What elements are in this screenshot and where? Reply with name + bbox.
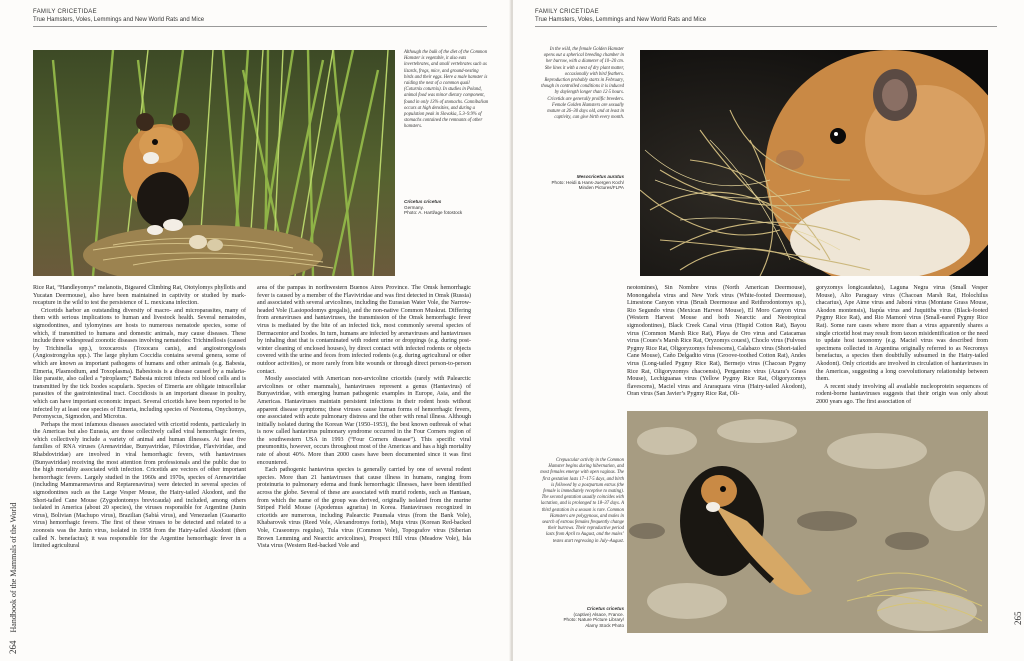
- running-head-family: FAMILY CRICETIDAE: [33, 9, 97, 15]
- left-column-2: [257, 285, 471, 551]
- page-number-left: 264: [8, 640, 18, 654]
- running-head-subtitle: True Hamsters, Voles, Lemmings and New World Rats and Mice: [33, 16, 205, 23]
- paragraph: Each pathogenic hantavirus species is generally carried by one of several rodent species. More than 21 hantaviruses that cause illness in humans, ranging from proteinuria to pulmonary edema and frank hemorrhagic illnesses, have been identified across the globe. Several of these are associated with murid rodents, such as Hantaan, from which the name of the group was derived, originally isolated from the murine Striped Field Mouse (Apodemus agrarius) in Korea. Hantaviruses recognized in cricetids are numerous, including Palearctic Puumala virus (from the Bank Vole), Khabarovsk virus (Reed Vole, Alexandromys fortis), Muju virus (Korean Red-backed Vole, Craseomys regulus), Tula virus (Common Vole), Topografov virus (Siberian Brown Lemming and Nearctic arvicolines), Prospect Hill virus (Meadow Vole), Isla Vista virus (Western Red-backed Vole and: [257, 467, 471, 550]
- header-rule: [33, 26, 487, 27]
- book-title: Handbook of the Mammals of the World: [9, 502, 18, 633]
- paragraph: Rice Rat, “Handleyomys” melanotis, Bigeared Climbing Rat, Ototylomys phyllotis and Yucatan Deermouse), also have been maintained in captivity or studied by mark-recapture in the wild to test the persistence of L. mexicana infection.: [33, 285, 246, 307]
- credit-left-text: Germany. Photo: A. Hartl/age fotostock: [404, 204, 463, 216]
- right-column-2: [816, 285, 988, 407]
- running-head-right: [535, 9, 706, 24]
- credit-right-top-species: Mesocricetus auratus: [576, 174, 624, 179]
- credit-right-bottom-species: Cricetus cricetus: [586, 606, 624, 611]
- photo-common-hamster-burrow: [627, 411, 988, 633]
- caption-right-bottom: Crepuscular activity in the Common Hamster begins during hibernation, and most females emerge with open vaginas. The first gestation lasts 17–17·5 days, and birth is followed by a postpartum estrus (the female is immediately receptive to mating). The second gestation usually coincides with lactation, and is prolonged to 18–37 days. A third gestation in a season is rare. Common Hamsters are polygynous, and males in search of estrous females frequently change their burrows. Their reproductive period lasts from April to August, and the males’ testes start regressing in July–August.: [540, 458, 624, 544]
- credit-left-species: Cricetus cricetus: [404, 199, 442, 204]
- credit-right-top-text: Photo: Heidi & Hans-Juergen Koch/ Minden Pictures/FLPA: [551, 179, 624, 191]
- photo-golden-hamster-nest: [640, 50, 988, 276]
- credit-left: [404, 199, 489, 216]
- credit-right-bottom: [539, 606, 624, 628]
- left-column-1: [33, 285, 246, 551]
- right-folio: [1013, 612, 1023, 626]
- running-head-family: FAMILY CRICETIDAE: [535, 9, 599, 15]
- right-page: [513, 0, 1024, 661]
- paragraph: Cricetids harbor an outstanding diversity of macro- and microparasites, many of them with serious implications to human and livestock health. Several nematodes, sigmodontines, and tylomyines are hosts to numerous nematode species, some of which, if transmitted to humans and domestic animals, may cause diseases. These include three widespread zoonotic diseases involving nematodes: Trichinellosis (caused by Trichinella spp.), toxocarosis (Toxocara canis), and angiostrongylosis (Angiostrongylus spp.). The large phylum Coccidia contains several genera, some of which are known as important pathogens of humans and other animals (e.g. Babesia, Eimeria, Plasmodium, and Toxoplasma). Babesiosis is a disease caused by a malaria-like parasite, also called a “piroplasm;” Babesia microti infects red blood cells and is transmitted by the tick Ixodes scapularis. Species of Eimeria are obligate intracellular parasites of the gastrointestinal tract. Coccidiosis is an important disease in poultry, which can have important economic impact. Several cricetids have been reported to be infected by at least one species of Eimeria, including species of Neotoma, Onychomys, Peromyscus, Sigmodon, and Microtus.: [33, 307, 246, 421]
- paragraph: A recent study involving all available nucleoprotein sequences of rodent-borne hantaviruses suggests that their origin was only about 2000 years ago. The first association of: [816, 383, 988, 405]
- right-column-1: [627, 285, 806, 399]
- paragraph: Perhaps the most infamous diseases associated with cricetid rodents, particularly in the Americas but also Eurasia, are those collectively called viral hemorrhagic fevers, which collectively include a variety of animal and human illnesses. At least five families of RNA viruses (Arenaviridae, Bunyaviridae, Filoviridae, Flaviviridae, and Rhabdoviridae) are involved in viral hemorrhagic fevers, with hantaviruses (Bunyaviridae) receiving the most attention from professionals and the public due to the high mortality associated with infection. Cricetids are vectors of other important hemorrhagic fevers. Largely studied in the 1960s and 1970s, species of Arenaviridae (including Mammarenavirus and Reptarenavirus) were detected in several species of sigmodontines such as the Large Vesper Mouse, the Hairy-tailed Akodont, and the Short-tailed Cane Mouse (Zygodontomys brevicauda) and included, among others isolated in America (about 20 species), the viruses responsible for Argentine (Junin virus), Bolivian (Machupo virus), Brazilian (Sabiá virus), and Venezuelan (Guanarito virus) hemorrhagic fevers. The first of these viruses to be detected and related to a zoonosis was the Junin virus, isolated in 1958 from the Hairy-tailed Akodont (then called N. benefactus); it was responsible for the Argentine hemorrhagic fever in a limited agricultural: [33, 421, 246, 550]
- caption-right-top: In the wild, the female Golden Hamster opens out a spherical breeding chamber in her burrow, with a diameter of 10–20 cm. She lines it with a nest of dry plant matter, occasionally with bird feathers. Reproduction probably starts in February, though in controlled conditions it is induced by daylength longer than 12·5 hours. Cricetids are generally prolific breeders. Female Golden Hamsters are sexually mature at 26–30 days old, and at least in captivity, can give birth every month.: [541, 47, 624, 121]
- left-page: [0, 0, 511, 661]
- running-head-left: [33, 9, 204, 24]
- paragraph: goryzomys longicaudatus), Laguna Negra virus (Small Vesper Mouse), Alto Paraguay virus (Chacoan Marsh Rat, Holochilus chacarius), Ape Aime virus and Jaborá virus (Montane Grass Mouse, Akodon montensis), Itapúa virus and Juquitiba virus (Black-footed Pygmy Rice Rat), and Rio Mamoré virus (Small-eared Pygmy Rice Rat). Some rare cases where more than a virus apparently shares a single cricetid host may result from taxon misidentification or the need to update host taxonomy (e.g. Maciel virus was described from specimens collected in Argentina originally referred to as Necromys benefactus, a species then doubtfully subsumed in the Hairy-tailed Akodont). Only cricetids are involved in circulation of hantaviruses in the Americas, suggesting a long coevolutionary relationship between them.: [816, 285, 988, 383]
- credit-right-top: [541, 174, 624, 191]
- left-folio: [8, 503, 18, 654]
- caption-left: Although the bulk of the diet of the Common Hamster is vegetable, it also eats invertebrates, and small vertebrates such as lizards, frogs, mice, and ground-nesting birds and their eggs. Here a male hamster is raiding the nest of a common quail (Coturnix coturnix). In studies in Poland, animal food was minor dietary component, found in only 13% of stomachs. Cannibalism occurs at high densities, and during a population peak in Slovakia, 5.3–9.9% of stomachs contained the remnants of other hamsters.: [404, 50, 489, 130]
- paragraph: Mostly associated with American non-arvicoline cricetids (rarely with Palearctic arvicolines or other mammals), hantaviruses represent a genus (Hantavirus) of Bunyaviridae, with emerging human pathogenic examples in Europe, Asia, and the Americas. Hantaviruses maintain persistent infections in their rodent hosts without apparent disease symptoms; these viruses cause human forms of hemorrhagic fevers, one associated with acute pulmonary distress and the other with renal illness. Although initially isolated during the Korean War (1950–1953), the best known outbreak of what is now called hantavirus pulmonary syndrome occurred in the Four Corners region of the southwestern USA in 1993 (“Four Corners disease”). This specific viral pneumonitis, however, occurs throughout most of the Americas and has a high mortality rate of about 40%. More than 2000 cases have been documented since it was first encountered.: [257, 376, 471, 466]
- photo-common-hamster-quail-nest: [33, 50, 395, 276]
- paragraph: neotomines), Sin Nombre virus (North American Deermouse), Monongahela virus and New York virus (White-footed Deermouse), Limestone Canyon virus (Brush Deermouse and Reithrodontomys sp.), Rio Segundo virus (Mexican Harvest Mouse), El Moro Canyon virus (Western Harvest Mouse and both Nearctic and Neotropical sigmodontines), Black Creek Canal virus (Hispid Cotton Rat), Bayou virus (Common Marsh Rice Rat), Playa de Oro virus and Catacamas virus (Coues’s Marsh Rice Rat, Oryzomys couesi), Choclo virus (Fulvous Pygmy Rice Rat, Oligoryzomys fulvescens), Calabazo virus (Short-tailed Cane Mouse), Caño Delgadito virus (Groove-toothed Cotton Rat), Andes virus (Long-tailed Pygmy Rice Rat), Bermejo virus (Chacoan Pygmy Rice Rat, Oligoryzomys chacoensis), Pergamino virus (Azara’s Grass Mouse), Lechiguanas virus (Yellow Pygmy Rice Rat, Oligoryzomys flavescens), Maciel virus and Araraquara virus (Hairy-tailed Akodont), Oran virus (San Javier’s Pygmy Rice Rat, Oli-: [627, 285, 806, 398]
- running-head-subtitle: True Hamsters, Voles, Lemmings and New World Rats and Mice: [535, 16, 707, 23]
- credit-right-bottom-text: (captive) Alsace, France. Photo: Nature Picture Library/ Alamy Stock Photo: [563, 611, 624, 628]
- paragraph: area of the pampas in northwestern Buenos Aires Province. The Omsk hemorrhagic fever is caused by a member of the Flaviviridae and was first detected in Omsk (Russia) and associated with several arvicolines, including the Eurasian Water Vole, the Narrow-headed Vole (Lasiopodomys gregalis), and the non-native Common Muskrat. Differing from arenaviruses and hantaviruses, the transmission of the Omsk hemorrhagic fever virus is mediated by the bite of an infected tick, most commonly several species of Dermacentor and Ixodes. In turn, humans are infected by arenaviruses and hantaviruses by inhaling dust that is contaminated with rodent urine or droppings (e.g. during post-winter cleaning of enclosed houses), by direct contact with infected rodents or objects covered with the urine and feces from infected rodents (e.g. during agricultural or other outdoor activities), or more rarely from bite wounds or through direct person-to-person contact.: [257, 285, 471, 375]
- page-number-right: 265: [1013, 611, 1023, 625]
- header-rule: [535, 26, 997, 27]
